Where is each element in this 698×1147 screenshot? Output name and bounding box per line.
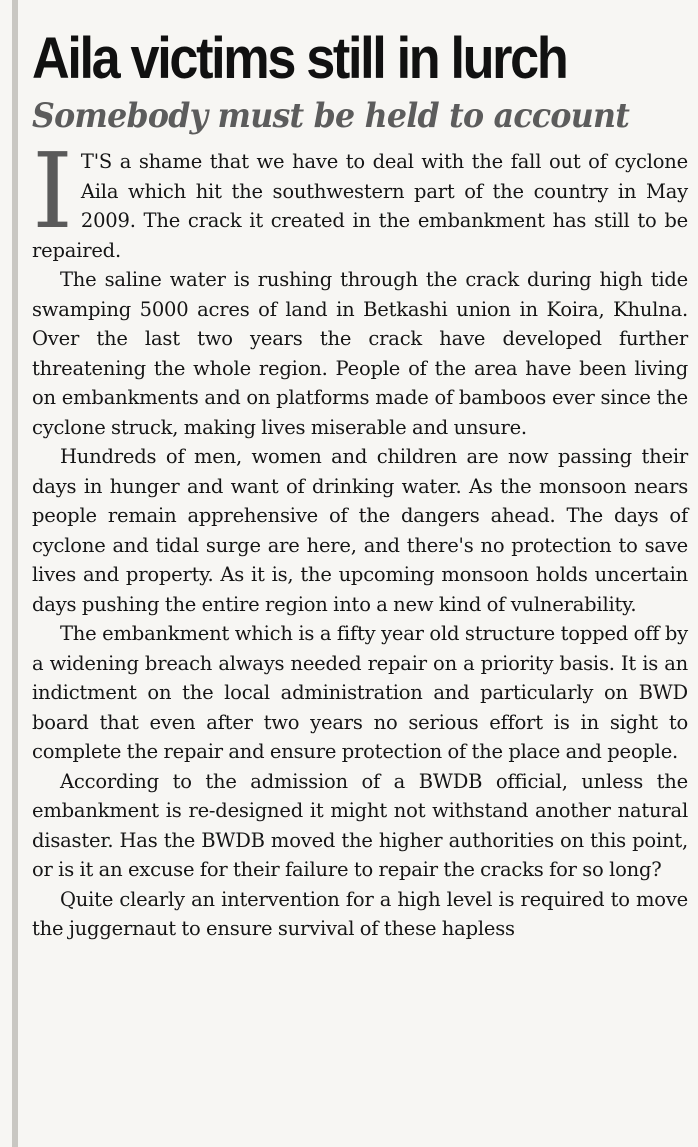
paragraph-5: According to the admission of a BWDB official, unless the embankment is re-designed it might not withstand another natural disaster. Has the BWDB moved the higher authorities on this point, or is it an excuse for their failure to repair the cracks for so long? [32, 769, 688, 881]
paragraph-3: Hundreds of men, women and children are now passing their days in hunger and want of drinking water. As the monsoon nears people remain apprehensive of the dangers ahead. The days of cyclone and tidal surge are here, and there's no protection to save lives and property. As it is, the upcoming monsoon holds uncertain days pushing the entire region into a new kind of vulnerability. [32, 445, 688, 616]
drop-cap: I [32, 130, 73, 252]
paragraph-6: Quite clearly an intervention for a high level is required to move the juggernaut to ensure survival of these hapless [32, 887, 688, 940]
paragraph-1-text: T'S a shame that we have to deal with the fall out of cyclone Aila which hit the southwestern part of the country in May 2009. The crack it created in the embankment has still to be repaired. [32, 150, 688, 262]
subheadline: Somebody must be held to account [32, 96, 630, 136]
article-body [32, 130, 688, 944]
paragraph-4: The embankment which is a fifty year old structure topped off by a widening breach always needed repair on a priority basis. It is an indictment on the local administration and particularly on BWD board that even after two years no serious effort is in sight to complete the repair and ensure protection of the place and people. [32, 622, 688, 763]
editorial-article [32, 24, 688, 944]
headline: Aila victims still in lurch [32, 26, 567, 91]
paragraph-1 [32, 130, 688, 265]
column-rule [12, 0, 18, 1147]
paragraph-2: The saline water is rushing through the crack during high tide swamping 5000 acres of land in Betkashi union in Koira, Khulna. Over the last two years the crack have developed further threatening the whole region. People of the area have been living on embankments and on platforms made of bamboos ever since the cyclone struck, making lives miserable and unsure. [32, 268, 688, 439]
